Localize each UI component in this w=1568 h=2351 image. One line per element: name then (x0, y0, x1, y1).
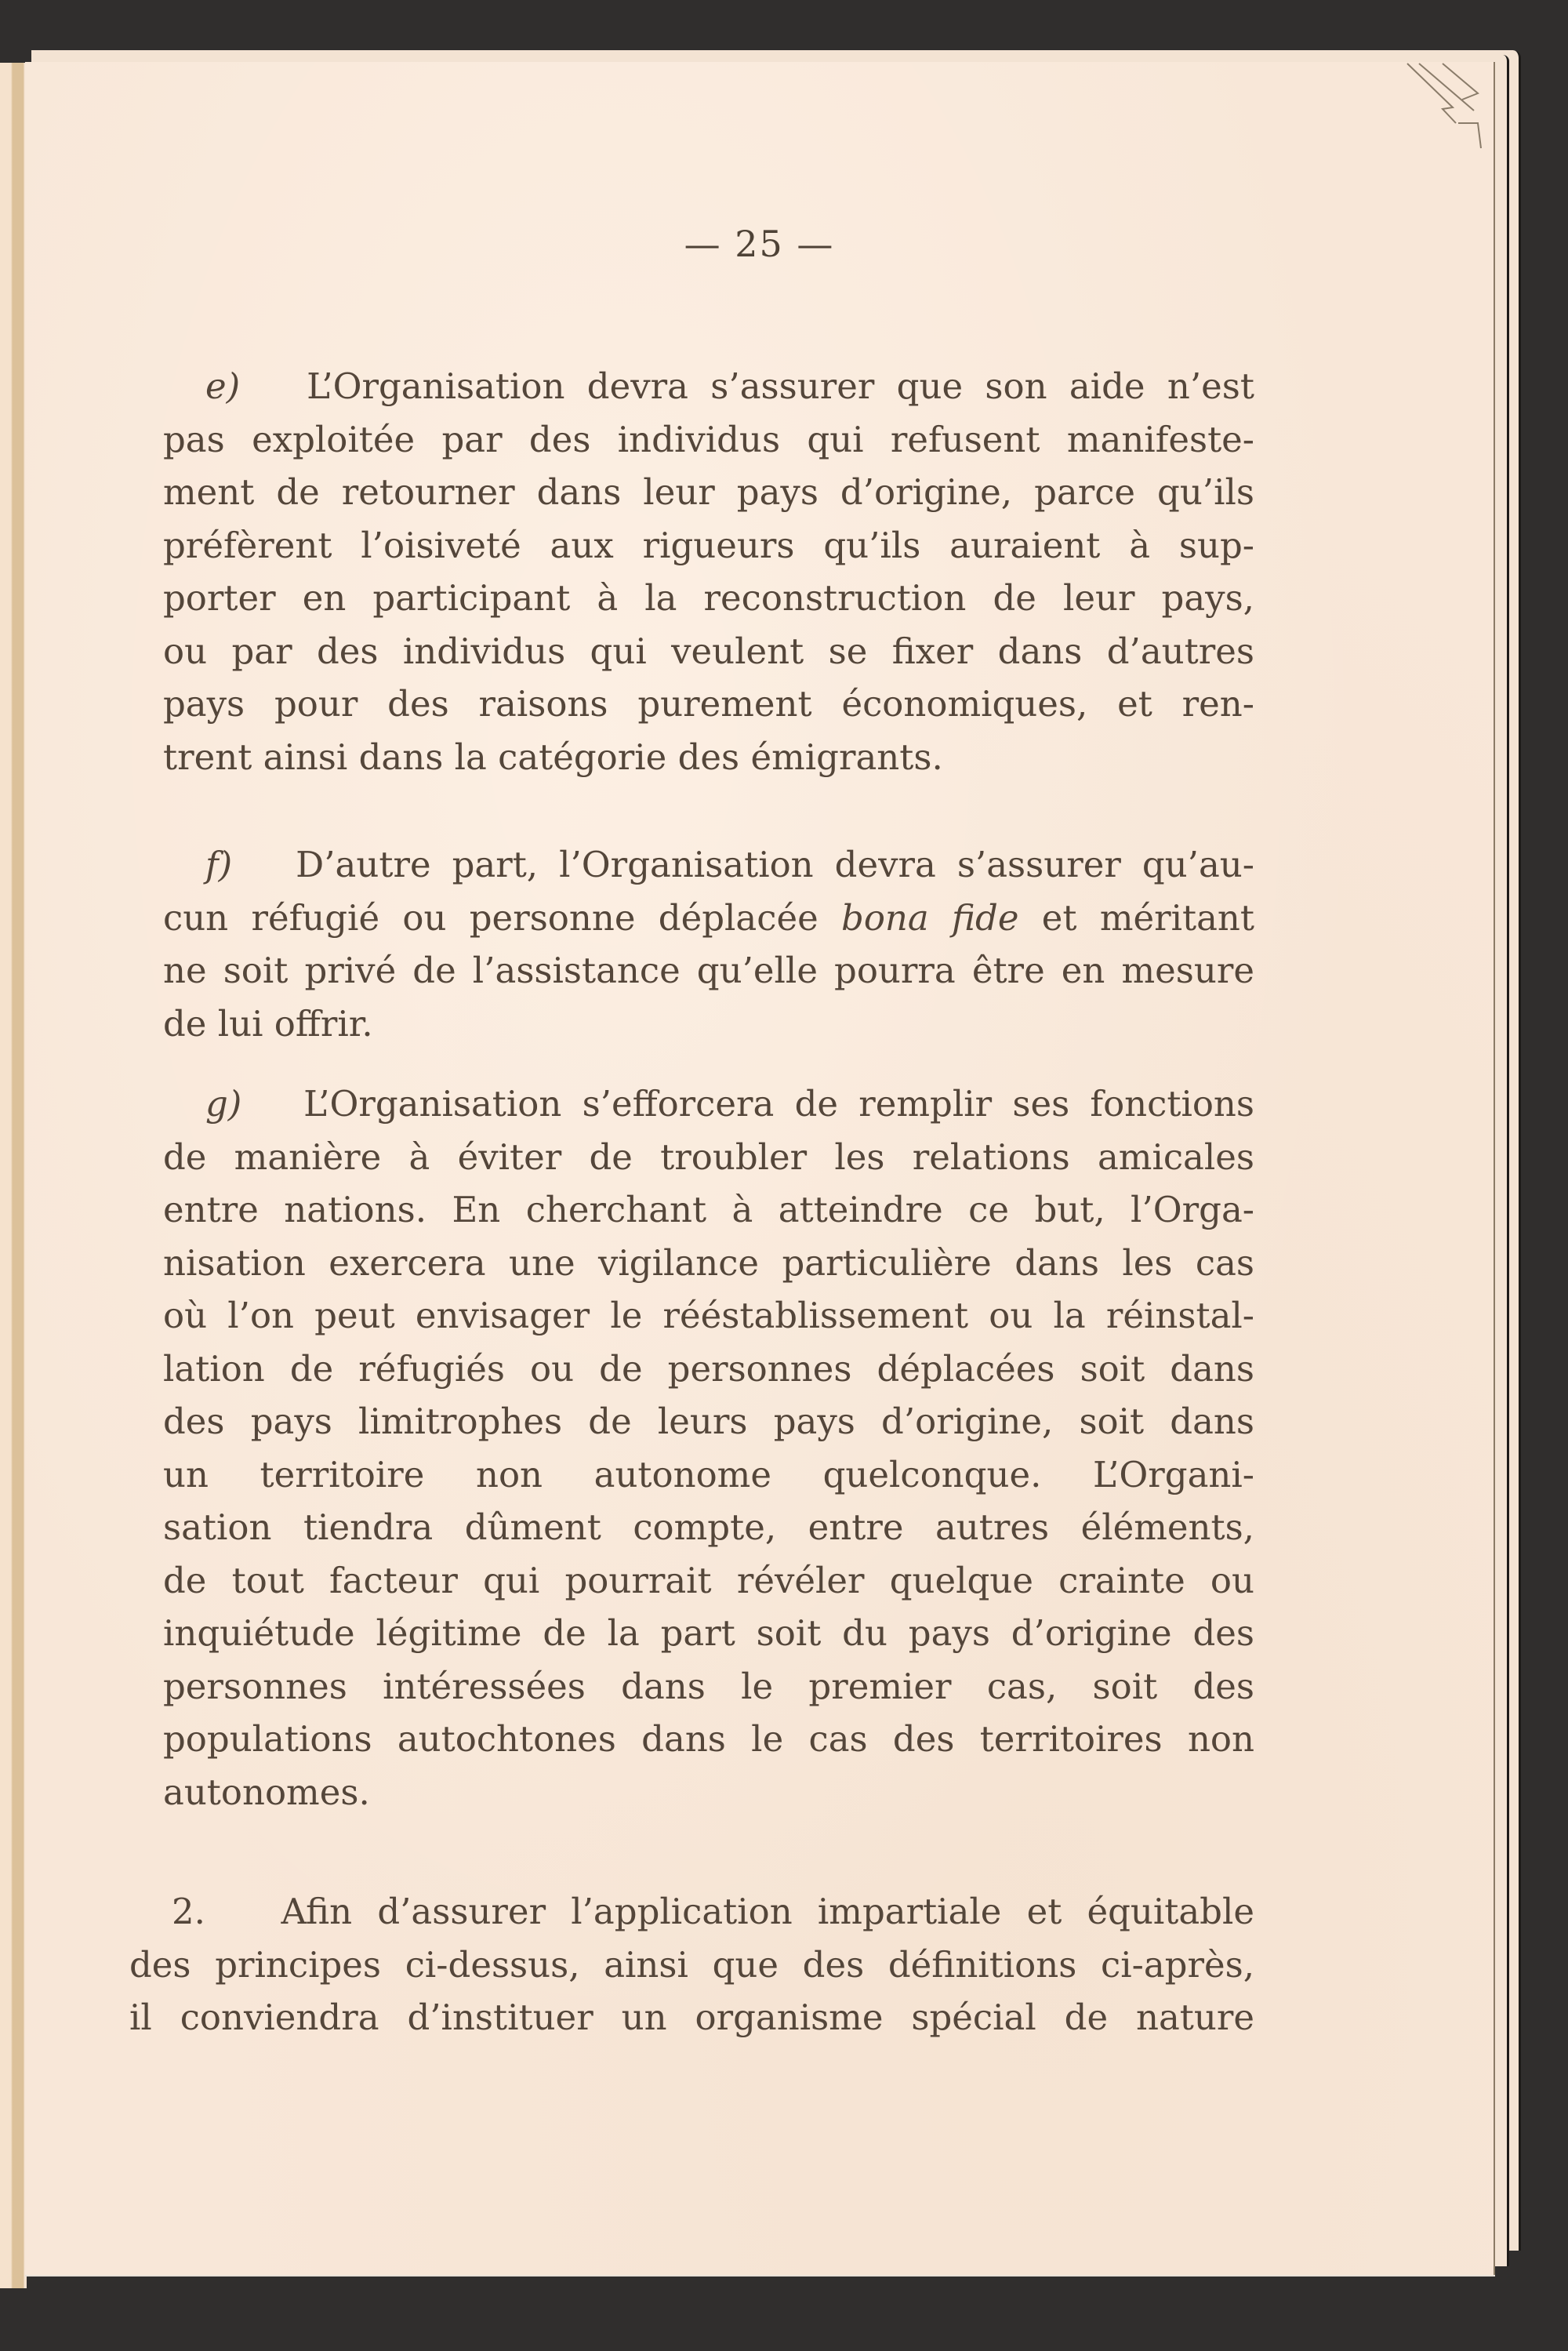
list-marker: f) (205, 844, 233, 885)
text-line: il conviendra d’instituer un organisme spécial de nature (129, 1997, 1254, 2038)
text-line: ou par des individus qui veulent se fixer dans d’autres (163, 630, 1254, 672)
text-line: de manière à éviter de troubler les relations amicales (163, 1136, 1254, 1178)
text-line: de lui offrir. (163, 1002, 373, 1045)
text-line: e) L’Organisation devra s’assurer que son aide n’est (205, 365, 1254, 407)
text-line: pays pour des raisons purement économiques, et ren- (163, 683, 1254, 725)
page-number: — 25 — (684, 223, 835, 265)
text-line: lation de réfugiés ou de personnes déplacées soit dans (163, 1347, 1254, 1390)
book-page (25, 62, 1495, 2275)
text-line: ment de retourner dans leur pays d’origine, parce qu’ils (163, 471, 1254, 513)
list-marker: e) (205, 365, 241, 407)
text-line: personnes intéressées dans le premier cas, soit des (163, 1665, 1254, 1707)
text-line: entre nations. En cherchant à atteindre ce but, l’Orga- (163, 1189, 1254, 1230)
text-line: trent ainsi dans la catégorie des émigrants. (163, 736, 943, 778)
text-line: cun réfugié ou personne déplacée bona fide et méritant (163, 896, 1255, 939)
paragraph-g (163, 1077, 1254, 1819)
text-line: 2. Afin d’assurer l’application impartiale et équitable (172, 1891, 1255, 1932)
text-line: inquiétude légitime de la part soit du pays d’origine des (163, 1612, 1254, 1654)
section-2-paragraph (129, 1885, 1254, 2044)
list-marker: g) (205, 1083, 242, 1125)
text-line: ne soit privé de l’assistance qu’elle pourra être en mesure (163, 950, 1254, 991)
text-line: où l’on peut envisager le rééstablissement ou la réinstal- (163, 1295, 1254, 1336)
folded-corner-icon (1399, 62, 1494, 148)
text-line: préfèrent l’oisiveté aux rigueurs qu’ils auraient à sup- (163, 524, 1254, 566)
text-line: des principes ci-dessus, ainsi que des définitions ci-après, (129, 1943, 1254, 1986)
book-gutter (0, 63, 27, 2288)
text-line: un territoire non autonome quelconque. L’Organi- (163, 1453, 1254, 1495)
text-line: populations autochtones dans le cas des territoires non (163, 1718, 1254, 1760)
text-line: de tout facteur qui pourrait révéler quelque crainte ou (163, 1559, 1254, 1601)
paragraph-e (163, 360, 1254, 783)
text-line: g) L’Organisation s’efforcera de remplir ses fonctions (205, 1083, 1255, 1125)
text-line: des pays limitrophes de leurs pays d’origine, soit dans (163, 1401, 1254, 1442)
text-line: nisation exercera une vigilance particulière dans les cas (163, 1241, 1254, 1284)
text-line: sation tiendra dûment compte, entre autres éléments, (163, 1506, 1254, 1548)
section-number: 2. (172, 1891, 205, 1932)
text-line: autonomes. (163, 1771, 370, 1813)
paragraph-f (163, 838, 1254, 1050)
text-line: pas exploitée par des individus qui refusent manifeste- (163, 418, 1254, 460)
latin-phrase: bona fide (841, 896, 1019, 939)
text-line: porter en participant à la reconstruction de leur pays, (163, 577, 1254, 619)
text-line: f) D’autre part, l’Organisation devra s’assurer qu’au- (205, 844, 1254, 885)
